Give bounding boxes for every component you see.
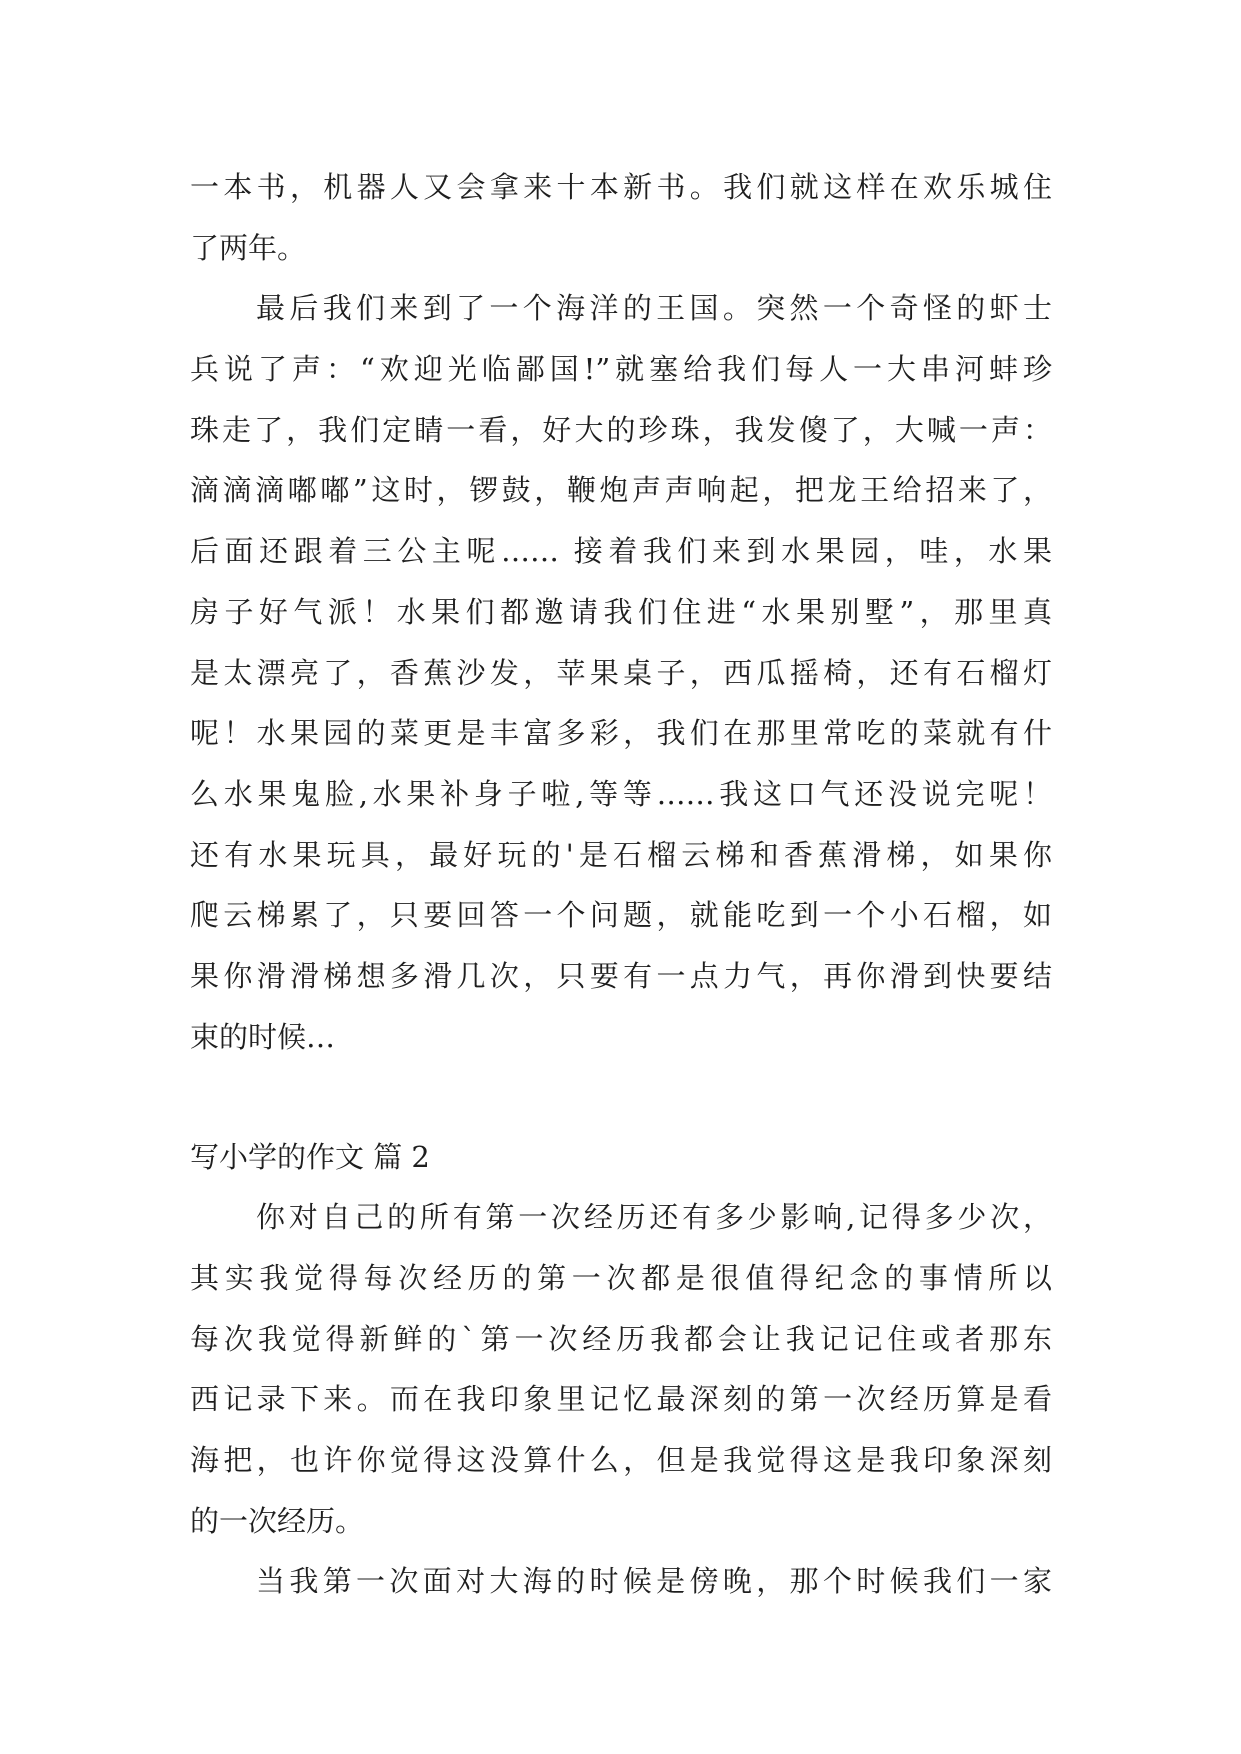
- paragraph-line: 滴滴滴嘟嘟”这时，锣鼓，鞭炮声声响起，把龙王给招来了，: [190, 473, 1052, 508]
- essay-2-body: [190, 1187, 1052, 1612]
- paragraph-line: 你对自己的所有第一次经历还有多少影响,记得多少次，: [256, 1200, 1052, 1235]
- paragraph-line: 其实我觉得每次经历的第一次都是很值得纪念的事情所以: [190, 1261, 1052, 1295]
- paragraph-line: 呢！水果园的菜更是丰富多彩，我们在那里常吃的菜就有什: [190, 716, 1052, 751]
- paragraph-line: 当我第一次面对大海的时候是傍晚，那个时候我们一家: [256, 1564, 1052, 1599]
- paragraph-line: 束的时候…: [190, 1019, 336, 1054]
- paragraph-line: 爬云梯累了，只要回答一个问题，就能吃到一个小石榴，如: [190, 898, 1052, 933]
- paragraph-line: 西记录下来。而在我印象里记忆最深刻的第一次经历算是看: [190, 1382, 1052, 1417]
- paragraph-line: 了两年。: [190, 230, 307, 265]
- paragraph-line: 每次我觉得新鲜的`第一次经历我都会让我记记住或者那东: [190, 1321, 1052, 1356]
- section-heading: 写小学的作文 篇 2: [190, 1140, 430, 1175]
- paragraph-line: 还有水果玩具，最好玩的'是石榴云梯和香蕉滑梯，如果你: [190, 837, 1052, 872]
- paragraph-line: 房子好气派！水果们都邀请我们住进“水果别墅”，那里真: [190, 594, 1052, 629]
- paragraph-line: 果你滑滑梯想多滑几次，只要有一点力气，再你滑到快要结: [190, 958, 1052, 993]
- paragraph-line: 的一次经历。: [190, 1503, 365, 1538]
- essay-1-body: [190, 157, 1052, 1067]
- paragraph-line: 最后我们来到了一个海洋的王国。突然一个奇怪的虾士: [256, 291, 1052, 326]
- paragraph-line: 海把，也许你觉得这没算什么，但是我觉得这是我印象深刻: [190, 1443, 1052, 1478]
- paragraph-line: 后面还跟着三公主呢…… 接着我们来到水果园，哇，水果: [190, 534, 1052, 569]
- section-gap: [190, 1067, 1052, 1127]
- document-page: [190, 157, 1052, 1612]
- paragraph-line: 么水果鬼脸,水果补身子啦,等等……我这口气还没说完呢！: [190, 776, 1052, 811]
- paragraph-line: 兵说了声：“欢迎光临鄙国!”就塞给我们每人一大串河蚌珍: [190, 352, 1052, 387]
- paragraph-line: 一本书，机器人又会拿来十本新书。我们就这样在欢乐城住: [190, 170, 1052, 204]
- paragraph-line: 是太漂亮了，香蕉沙发，苹果桌子，西瓜摇椅，还有石榴灯: [190, 655, 1052, 690]
- paragraph-line: 珠走了，我们定睛一看，好大的珍珠，我发傻了，大喊一声：: [190, 412, 1052, 447]
